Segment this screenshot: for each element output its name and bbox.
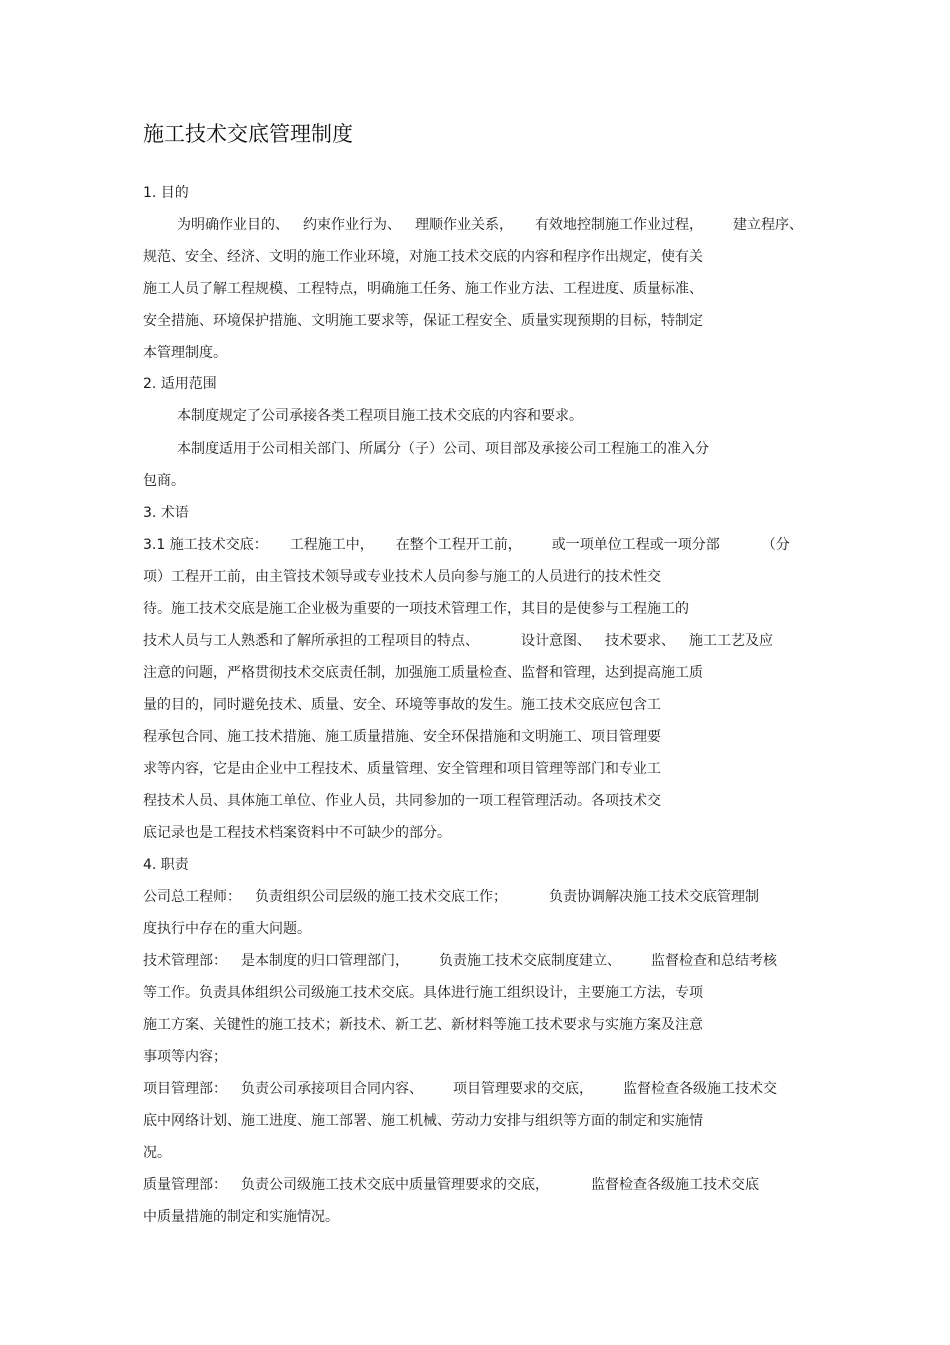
text-segment: 为明确作业目的、 [177,217,289,233]
terms-paragraph-line [143,631,773,651]
text-segment: 设计意图、 [521,633,591,649]
terms-paragraph-line: 项）工程开工前，由主管技术领导或专业技术人员向参与施工的人员进行的技术性交 [143,569,661,585]
text-segment: （分 [761,537,790,553]
text-segment: 或一项单位工程或一项分部 [551,537,720,553]
document-title: 施工技术交底管理制度 [143,122,353,146]
text-segment: 有效地控制施工作业过程， [535,217,703,233]
text-segment: 施工工艺及应 [689,633,773,649]
section-heading-terms: 3. 术语 [143,505,189,521]
terms-paragraph-line: 程技术人员、具体施工单位、作业人员，共同参加的一项工程管理活动。各项技术交 [143,793,661,809]
terms-paragraph-line: 待。施工技术交底是施工企业极为重要的一项技术管理工作，其目的是使参与工程施工的 [143,601,689,617]
text-segment: 项目管理要求的交底， [453,1081,593,1097]
duty-quality-dept-line: 中质量措施的制定和实施情况。 [143,1209,339,1225]
duty-tech-dept-line: 施工方案、关键性的施工技术；新技术、新工艺、新材料等施工技术要求与实施方案及注意 [143,1017,703,1033]
text-segment: 负责组织公司层级的施工技术交底工作； [255,889,507,905]
scope-paragraph-line: 包商。 [143,473,185,489]
scope-paragraph-line: 本制度适用于公司相关部门、所属分（子）公司、项目部及承接公司工程施工的准入分 [177,441,709,457]
text-segment: 约束作业行为、 [303,217,401,233]
duty-project-dept-line: 底中网络计划、施工进度、施工部署、施工机械、劳动力安排与组织等方面的制定和实施情 [143,1113,703,1129]
text-segment: 是本制度的归口管理部门， [241,953,409,969]
duty-tech-dept-line: 事项等内容； [143,1049,227,1065]
text-segment: 技术要求、 [605,633,675,649]
text-segment: 监督检查各级施工技术交底 [591,1177,759,1193]
purpose-paragraph-line [177,215,803,235]
terms-paragraph-line [143,535,790,555]
text-segment: 工程施工中， [289,537,374,553]
duty-project-dept-line: 况。 [143,1145,171,1161]
text-segment: 监督检查各级施工技术交 [623,1081,777,1097]
terms-paragraph-line: 量的目的，同时避免技术、质量、安全、环境等事故的发生。施工技术交底应包含工 [143,697,661,713]
purpose-paragraph-line: 规范、安全、经济、文明的施工作业环境，对施工技术交底的内容和程序作出规定，使有关 [143,249,703,265]
text-segment: 理顺作业关系， [415,217,513,233]
duty-chief-engineer-line: 度执行中存在的重大问题。 [143,921,311,937]
scope-paragraph-line: 本制度规定了公司承接各类工程项目施工技术交底的内容和要求。 [177,408,583,424]
text-segment: 负责公司承接项目合同内容、 [241,1081,423,1097]
text-segment: 在整个工程开工前， [395,537,522,553]
text-segment: 负责公司级施工技术交底中质量管理要求的交底， [241,1177,549,1193]
duty-quality-dept-line [143,1175,759,1195]
text-segment: 负责施工技术交底制度建立、 [439,953,621,969]
text-segment: 技术人员与工人熟悉和了解所承担的工程项目的特点、 [143,633,479,649]
text-segment: 监督检查和总结考核 [651,953,777,969]
terms-paragraph-line: 程承包合同、施工技术措施、施工质量措施、安全环保措施和文明施工、项目管理要 [143,729,661,745]
purpose-paragraph-line: 本管理制度。 [143,345,227,361]
text-segment: 建立程序、 [733,217,803,233]
section-heading-purpose: 1. 目的 [143,185,189,201]
duty-role-label: 质量管理部： [143,1177,227,1193]
duty-project-dept-line [143,1079,777,1099]
terms-paragraph-line: 底记录也是工程技术档案资料中不可缺少的部分。 [143,825,451,841]
duty-chief-engineer-line [143,887,759,907]
text-segment: 3.1 施工技术交底： [143,537,268,553]
duty-role-label: 项目管理部： [143,1081,227,1097]
duty-tech-dept-line: 等工作。负责具体组织公司级施工技术交底。具体进行施工组织设计，主要施工方法，专项 [143,985,703,1001]
duty-role-label: 技术管理部： [143,953,227,969]
text-segment: 负责协调解决施工技术交底管理制 [549,889,759,905]
terms-paragraph-line: 求等内容，它是由企业中工程技术、质量管理、安全管理和项目管理等部门和专业工 [143,761,661,777]
purpose-paragraph-line: 安全措施、环境保护措施、文明施工要求等，保证工程安全、质量实现预期的目标，特制定 [143,313,703,329]
duty-tech-dept-line [143,951,777,971]
section-heading-scope: 2. 适用范围 [143,376,217,392]
purpose-paragraph-line: 施工人员了解工程规模、工程特点，明确施工任务、施工作业方法、工程进度、质量标准、 [143,281,703,297]
terms-paragraph-line: 注意的问题，严格贯彻技术交底责任制，加强施工质量检查、监督和管理，达到提高施工质 [143,665,703,681]
section-heading-duties: 4. 职责 [143,857,189,873]
duty-role-label: 公司总工程师： [143,889,241,905]
